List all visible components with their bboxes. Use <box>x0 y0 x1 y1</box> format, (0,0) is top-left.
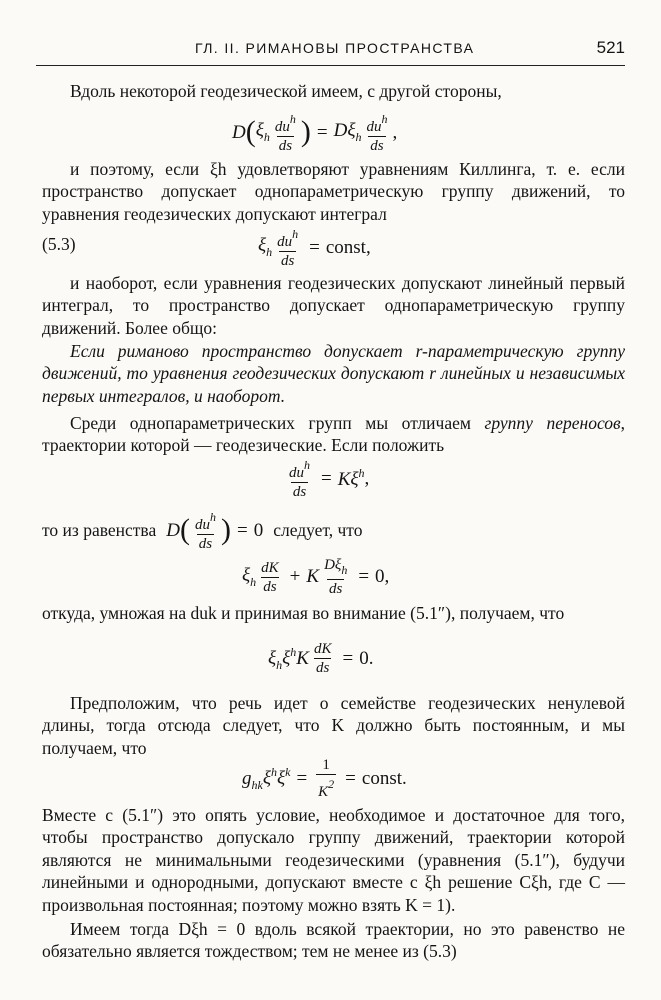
paragraph-8: Вместе с (5.1″) это опять условие, необходимое и достаточное для того, чтобы пространство допускало группу движений, траектории которой являются не минимальными геодезическими (уравнения (5.1″), будучи линейными и однородными, допускают вместе с ξh решение Cξh, где C — произвольная постоянная; поэтому можно взять K = 1). <box>42 805 625 915</box>
theorem-statement: Если риманово пространство допускает r-параметрическую группу движений, то уравнения геодезических допускают r линейных и независимых первых интегралов, и наоборот. <box>42 341 625 406</box>
chapter-title: ГЛ. II. РИМАНОВЫ ПРОСТРАНСТВА <box>195 40 475 56</box>
equation-d-xi: D ( $\xi_h$ $\frac{du^h}{ds}$ ) = $D\xi_h$ $\frac{du^h}{ds}$ , <box>232 112 398 154</box>
equation-5-3: (5.3) $\xi_h$ $\frac{du^h}{ds}$ = const , <box>42 227 371 269</box>
paragraph-6: откуда, умножая на duk и принимая во внимание (5.1″), получаем, что <box>42 603 565 623</box>
running-header <box>195 38 625 60</box>
paragraph-4: Среди однопараметрических групп мы отличаем группу переносов, траектории которой — геодезические. Если положить <box>42 413 625 456</box>
equation-metric: $g_{hk}\xi^h\xi^k$ = $\frac{1}{K^2}$ = const . <box>242 757 407 800</box>
page-number: 521 <box>596 38 625 57</box>
equation-xi-xi-k: $\xi_h\xi^hK$ $\frac{dK}{ds}$ = 0 . <box>268 641 374 676</box>
header-rule <box>36 65 625 66</box>
paragraph-7: Предположим, что речь идет о семействе геодезических ненулевой длины, тогда отсюда следует, что K должно быть постоянным, и мы получаем, что <box>42 693 625 758</box>
equation-number: (5.3) <box>42 234 76 254</box>
paragraph-9: Имеем тогда Dξh = 0 вдоль всякой траектории, но это равенство не обязательно является тождеством; тем не менее из (5.3) <box>42 919 625 962</box>
paragraph-3: и наоборот, если уравнения геодезических допускают линейный первый интеграл, то пространство допускает однопараметрическую группу движений. Более общо: <box>42 273 625 338</box>
paragraph-1: Вдоль некоторой геодезической имеем, с другой стороны, <box>70 81 502 101</box>
paragraph-2: и поэтому, если ξh удовлетворяют уравнениям Киллинга, т. е. если пространство допускает однопараметрическую группу движений, то уравнения геодезических допускают интеграл <box>42 159 625 224</box>
equation-inline-d: то из равенства D ( $\frac{du^h}{ds}$ ) = 0 следует, что <box>42 510 363 552</box>
equation-translation: $\frac{du^h}{ds}$ = $K\xi^h$ , <box>289 458 370 500</box>
equation-dk: $\xi_h$ $\frac{dK}{ds}$ + K $\frac{D\xi_h}{ds}$ = 0 , <box>242 557 390 597</box>
